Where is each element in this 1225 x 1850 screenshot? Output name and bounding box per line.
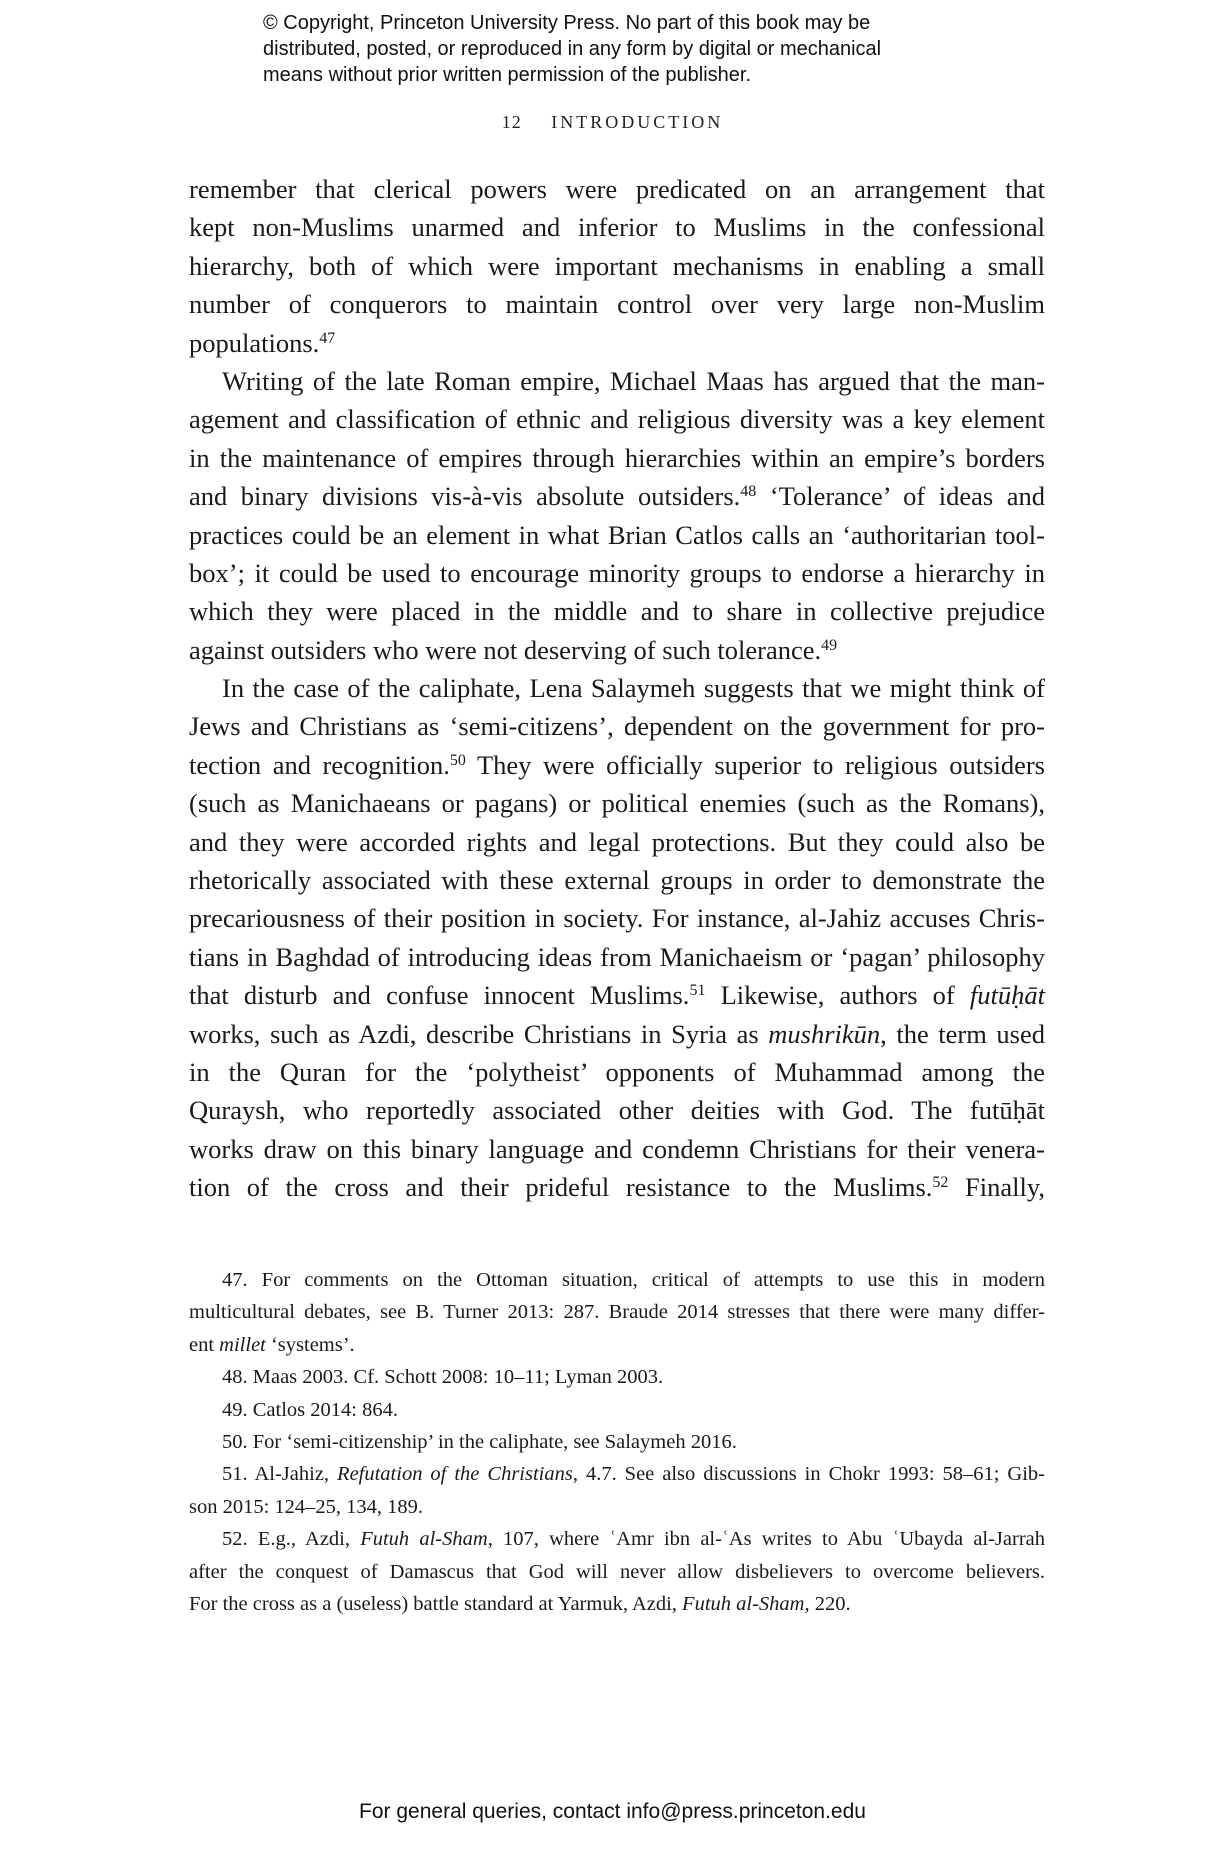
footnote-line (189, 1523, 1045, 1555)
page-number: 12 (501, 112, 522, 132)
footnote-line: 47. For comments on the Ottoman situation, critical of attempts to use this in modern (222, 1269, 1045, 1291)
italic-title: Refutation of the Christians (337, 1463, 573, 1486)
body-line: which they were placed in the middle and to share in collective prejudice (189, 596, 1045, 627)
footnote-line (189, 1458, 1045, 1490)
footnote-line: 49. Catlos 2014: 864. (222, 1398, 398, 1421)
footnote-text: , 107, where ʿAmr ibn al-ʿAs writes to Abu ʿUbayda al-Jarrah (487, 1528, 1046, 1551)
body-text-span: works, such as Azdi, describe Christians in Syria as (189, 1018, 769, 1049)
body-line: rhetorically associated with these external groups in order to demonstrate the (189, 865, 1045, 896)
body-text-span: They were officially superior to religious outsiders (465, 749, 1045, 780)
body-text-span: tion of the cross and their prideful resistance to the Muslims. (189, 1172, 933, 1203)
italic-term: futūḥāt (969, 980, 1045, 1011)
body-line (189, 746, 1045, 784)
footnote-51 (189, 1458, 1045, 1523)
copyright-line: © Copyright, Princeton University Press. No part of this book may be (263, 12, 871, 34)
body-line: agement and classification of ethnic and religious diversity was a key element (189, 404, 1045, 435)
body-text-span: and binary divisions vis-à-vis absolute outsiders. (189, 481, 741, 512)
body-text-span: Likewise, authors of (705, 980, 970, 1011)
body-line: (such as Manichaeans or pagans) or political enemies (such as the Romans), (189, 788, 1045, 819)
body-line: kept non-Muslims unarmed and inferior to Muslims in the confessional (189, 212, 1045, 243)
footnote-ref-49[interactable]: 49 (821, 636, 838, 654)
body-line: remember that clerical powers were predicated on an arrangement that (189, 174, 1045, 204)
footnote-47 (189, 1264, 1045, 1361)
running-head (0, 112, 1225, 133)
body-line (189, 1168, 1045, 1206)
footnote-ref-48[interactable]: 48 (740, 483, 757, 501)
footnote-line: son 2015: 124–25, 134, 189. (189, 1495, 424, 1518)
footnote-line: 50. For ‘semi-citizenship’ in the caliphate, see Salaymeh 2016. (222, 1430, 737, 1453)
italic-term: millet (219, 1333, 266, 1356)
body-text-span: tection and recognition. (189, 749, 450, 780)
footer-contact: For general queries, contact info@press.princeton.edu (359, 1800, 866, 1823)
body-line: box’; it could be used to encourage minority groups to endorse a hierarchy in (189, 557, 1045, 588)
body-line: number of conquerors to maintain control over very large non-Muslim (189, 289, 1045, 320)
body-line: Writing of the late Roman empire, Michael Maas has argued that the man- (222, 365, 1045, 396)
body-text-span: against outsiders who were not deserving of such tolerance. (189, 634, 822, 665)
copyright-line: means without prior written permission of the publisher. (263, 64, 752, 86)
running-head-title: INTRODUCTION (551, 112, 724, 132)
footnote-ref-50[interactable]: 50 (449, 751, 466, 769)
body-line: and they were accorded rights and legal protections. But they could also be (189, 826, 1045, 857)
footnote-text: ‘systems’. (265, 1333, 355, 1356)
footnote-ref-51[interactable]: 51 (689, 982, 706, 1000)
body-text (189, 170, 1045, 1207)
body-line: works draw on this binary language and condemn Christians for their venera- (189, 1133, 1045, 1164)
footnote-52 (189, 1523, 1045, 1620)
footnote-text: , 4.7. See also discussions in Chokr 1993: 58–61; Gib- (572, 1463, 1046, 1486)
footnote-48 (189, 1361, 1045, 1393)
footnote-line (189, 1329, 1045, 1361)
footnote-line: after the conquest of Damascus that God will never allow disbelievers to overcome believers. (189, 1560, 1045, 1583)
italic-title: Futuh al-Sham (682, 1592, 805, 1615)
footnote-text: 52. E.g., Azdi, (222, 1528, 361, 1551)
body-line (189, 1015, 1045, 1053)
footnote-line: multicultural debates, see B. Turner 2013: 287. Braude 2014 stresses that there were many differ- (189, 1301, 1045, 1324)
body-line: in the maintenance of empires through hierarchies within an empire’s borders (189, 442, 1045, 473)
body-text-span: that disturb and confuse innocent Muslims. (189, 980, 690, 1011)
body-line (189, 976, 1045, 1014)
copyright-notice (263, 10, 983, 88)
body-line: practices could be an element in what Brian Catlos calls an ‘authoritarian tool- (189, 519, 1045, 550)
body-line: Quraysh, who reportedly associated other deities with God. The futūḥāt (189, 1095, 1045, 1126)
body-text-span: Finally, (948, 1172, 1045, 1203)
footnote-line: 48. Maas 2003. Cf. Schott 2008: 10–11; Lyman 2003. (222, 1366, 664, 1389)
footnote-ref-47[interactable]: 47 (319, 329, 336, 347)
footnote-text: , 220. (804, 1592, 851, 1615)
copyright-line: distributed, posted, or reproduced in any form by digital or mechanical (263, 38, 882, 60)
footnotes (189, 1264, 1045, 1620)
body-line: hierarchy, both of which were important mechanisms in enabling a small (189, 250, 1045, 281)
footnote-ref-52[interactable]: 52 (932, 1174, 949, 1192)
footnote-text: 51. Al-Jahiz, (222, 1463, 338, 1486)
footnote-50 (189, 1426, 1045, 1458)
body-text-span: populations. (189, 327, 320, 358)
body-line: precariousness of their position in society. For instance, al-Jahiz accuses Chris- (189, 903, 1045, 934)
footnote-text: For the cross as a (useless) battle standard at Yarmuk, Azdi, (189, 1592, 683, 1615)
italic-term: mushrikūn (768, 1018, 881, 1049)
body-text-span: ‘Tolerance’ of ideas and (756, 481, 1045, 512)
body-line (189, 324, 1045, 362)
body-line (189, 477, 1045, 515)
body-text-span: , the term used (880, 1018, 1045, 1049)
italic-title: Futuh al-Sham (360, 1528, 488, 1551)
body-line: in the Quran for the ‘polytheist’ opponents of Muhammad among the (189, 1056, 1045, 1087)
body-line: Jews and Christians as ‘semi-citizens’, dependent on the government for pro- (189, 711, 1045, 742)
body-line: In the case of the caliphate, Lena Salaymeh suggests that we might think of (222, 673, 1045, 704)
footnote-line (189, 1588, 1045, 1620)
body-line: tians in Baghdad of introducing ideas from Manichaeism or ‘pagan’ philosophy (189, 941, 1045, 972)
footnote-text: ent (189, 1333, 220, 1356)
body-line (189, 631, 1045, 669)
footnote-49 (189, 1394, 1045, 1426)
